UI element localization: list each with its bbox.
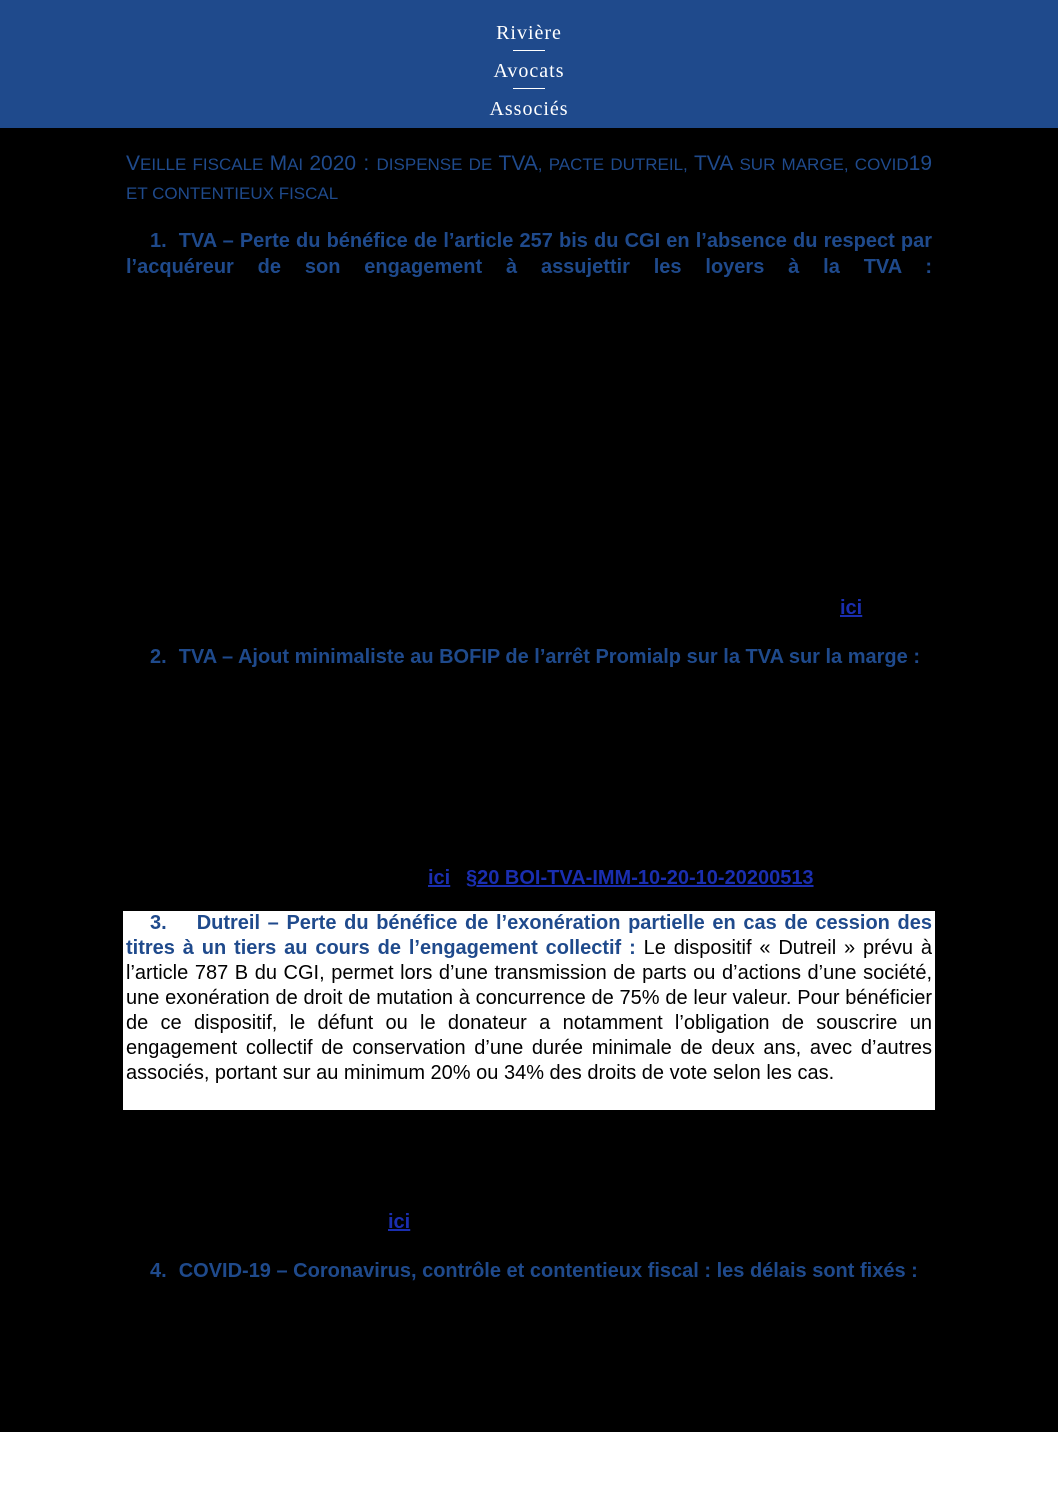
firm-logo <box>0 22 1058 120</box>
section-1-link[interactable]: ici <box>840 597 863 619</box>
section-heading-text: Dutreil – Perte du bénéfice de l’exonération partielle en cas de cession des titres à un tiers au cours de l’engagement collectif : <box>126 912 932 959</box>
section-3-box <box>123 911 935 1110</box>
section-heading-text: COVID-19 – Coronavirus, contrôle et contentieux fiscal : les délais sont fixés : <box>178 1260 918 1282</box>
document-title: VEILLE FISCALE MAI 2020 : DISPENSE DE TVA, PACTE DUTREIL, TVA SUR MARGE, COVID19 ET CONTENTIEUX FISCAL <box>126 152 932 203</box>
section-4-heading <box>126 1258 932 1284</box>
section-number: 2. <box>150 646 167 668</box>
logo-line-riviere: Rivière <box>496 22 562 44</box>
page-footer <box>0 1432 1058 1497</box>
section-body-text: Le dispositif « Dutreil » prévu à l’article 787 B du CGI, permet lors d’une transmission de parts ou d’actions d’une société, une exonération de droit de mutation à concurrence de 75% de leur valeur. Pour bénéficier de ce dispositif, le défunt ou le donateur a notamment l’obligation de souscrire un engagement collectif de conservation d’une durée minimale de deux ans, avec d’autres associés, portant sur au minimum 20% ou 34% des droits de vote selon les cas. <box>126 937 932 1084</box>
section-3-paragraph <box>126 911 932 1086</box>
section-heading-text: TVA – Perte du bénéfice de l’article 257 bis du CGI en l’absence du respect par l’acquéreur de son engagement à assujettir les loyers à la TVA : <box>126 230 932 278</box>
logo-line-associes: Associés <box>489 98 569 120</box>
page-header-banner <box>0 0 1058 128</box>
section-number: 1. <box>150 230 167 252</box>
section-2-link-bofip[interactable]: §20 BOI-TVA-IMM-10-20-10-20200513 <box>466 867 814 889</box>
section-number: 4. <box>150 1260 167 1282</box>
section-number: 3. <box>150 912 167 934</box>
section-3-link[interactable]: ici <box>388 1211 411 1233</box>
logo-line-avocats: Avocats <box>493 60 565 82</box>
section-1-heading <box>126 228 932 280</box>
section-heading-text: TVA – Ajout minimaliste au BOFIP de l’arrêt Promialp sur la TVA sur la marge : <box>178 646 920 668</box>
section-2-link-ici[interactable]: ici <box>428 867 451 889</box>
logo-divider <box>513 50 545 51</box>
logo-divider <box>513 88 545 89</box>
section-2-heading <box>126 644 932 670</box>
